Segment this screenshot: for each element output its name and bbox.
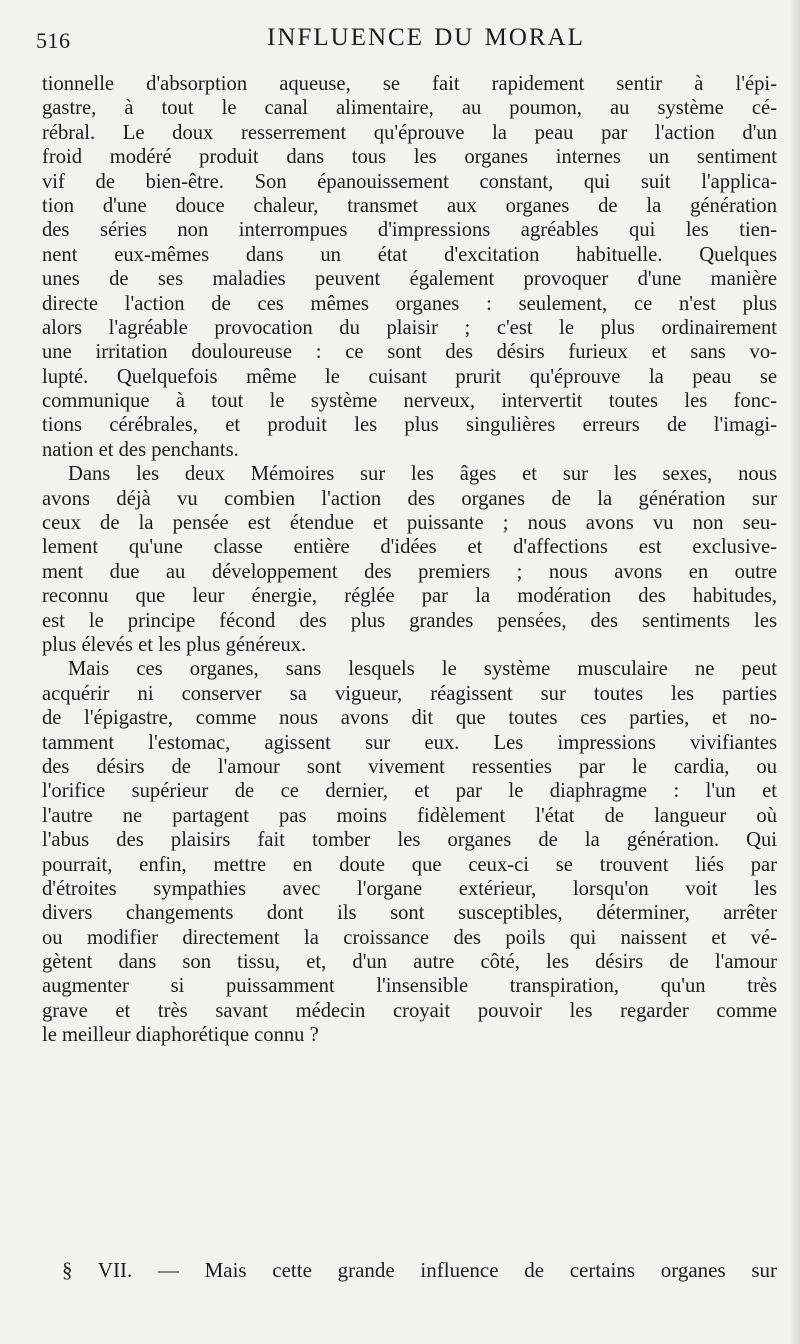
running-title: INFLUENCE DU MORAL	[267, 24, 585, 51]
text-line: grave et très savant médecin croyait pouvoir les regarder comme	[42, 999, 777, 1022]
text-line: vif de bien-être. Son épanouissement constant, qui suit l'applica-	[42, 170, 777, 193]
text-line: nent eux-mêmes dans un état d'excitation habituelle. Quelques	[42, 243, 777, 266]
text-line: communique à tout le système nerveux, intervertit toutes les fonc-	[42, 390, 777, 413]
text-line: d'étroites sympathies avec l'organe extérieur, lorsqu'on voit les	[42, 877, 777, 900]
text-line: tionnelle d'absorption aqueuse, se fait rapidement sentir à l'épi-	[42, 73, 777, 95]
text-line: Mais ces organes, sans lesquels le système musculaire ne peut	[68, 658, 777, 681]
body-text	[42, 72, 777, 1048]
text-line: l'abus des plaisirs fait tomber les organes de la génération. Qui	[42, 829, 777, 852]
text-line: ou modifier directement la croissance des poils qui naissent et vé-	[42, 926, 777, 949]
text-line: nation et des penchants.	[42, 438, 239, 461]
text-line: tion d'une douce chaleur, transmet aux organes de la génération	[42, 194, 777, 217]
text-line: gètent dans son tissu, et, d'un autre côté, les désirs de l'amour	[42, 951, 777, 974]
text-line: l'autre ne partagent pas moins fidèlement l'état de langueur où	[42, 804, 777, 827]
text-line: une irritation douloureuse : ce sont des désirs furieux et sans vo-	[42, 341, 777, 364]
text-line: est le principe fécond des plus grandes pensées, des sentiments les	[42, 609, 777, 632]
text-line: lupté. Quelquefois même le cuisant prurit qu'éprouve la peau se	[42, 365, 777, 388]
text-line: lement qu'une classe entière d'idées et d'affections est exclusive-	[42, 536, 777, 559]
text-line: le meilleur diaphorétique connu ?	[42, 1024, 319, 1047]
text-line: l'orifice supérieur de ce dernier, et par le diaphragme : l'un et	[42, 780, 777, 803]
text-line: rébral. Le doux resserrement qu'éprouve la peau par l'action d'un	[42, 121, 777, 144]
text-line: Dans les deux Mémoires sur les âges et sur les sexes, nous	[68, 463, 777, 486]
text-line: pourrait, enfin, mettre en doute que ceux-ci se trouvent liés par	[42, 853, 777, 876]
page-edge	[790, 0, 800, 1344]
text-line: reconnu que leur énergie, réglée par la modération des habitudes,	[42, 585, 777, 608]
text-line: unes de ses maladies peuvent également provoquer d'une manière	[42, 268, 777, 291]
text-line: des désirs de l'amour sont vivement ressenties par le cardia, ou	[42, 755, 777, 778]
text-line: divers changements dont ils sont susceptibles, déterminer, arrêter	[42, 902, 777, 925]
section-heading-line: § VII. — Mais cette grande influence de certains organes sur	[62, 1258, 777, 1282]
text-line: directe l'action de ces mêmes organes : seulement, ce n'est plus	[42, 292, 777, 315]
text-line: ceux de la pensée est étendue et puissante ; nous avons vu non seu-	[42, 512, 777, 535]
text-line: plus élevés et les plus généreux.	[42, 633, 307, 656]
text-line: gastre, à tout le canal alimentaire, au poumon, au système cé-	[42, 97, 777, 120]
text-line: tamment l'estomac, agissent sur eux. Les impressions vivifiantes	[42, 731, 777, 754]
text-line: froid modéré produit dans tous les organes internes un sentiment	[42, 146, 777, 169]
text-line: tions cérébrales, et produit les plus singulières erreurs de l'imagi-	[42, 414, 777, 437]
page-header	[36, 24, 776, 64]
page-number: 516	[36, 28, 71, 53]
text-line: acquérir ni conserver sa vigueur, réagissent sur toutes les parties	[42, 682, 777, 705]
text-line: des séries non interrompues d'impressions agréables qui les tien-	[42, 219, 777, 242]
text-line: augmenter si puissamment l'insensible transpiration, qu'un très	[42, 975, 777, 998]
text-line: ment due au développement des premiers ; nous avons en outre	[42, 560, 777, 583]
text-line: de l'épigastre, comme nous avons dit que toutes ces parties, et no-	[42, 707, 777, 730]
text-line: avons déjà vu combien l'action des organes de la génération sur	[42, 487, 777, 510]
text-line: alors l'agréable provocation du plaisir ; c'est le plus ordinairement	[42, 316, 777, 339]
